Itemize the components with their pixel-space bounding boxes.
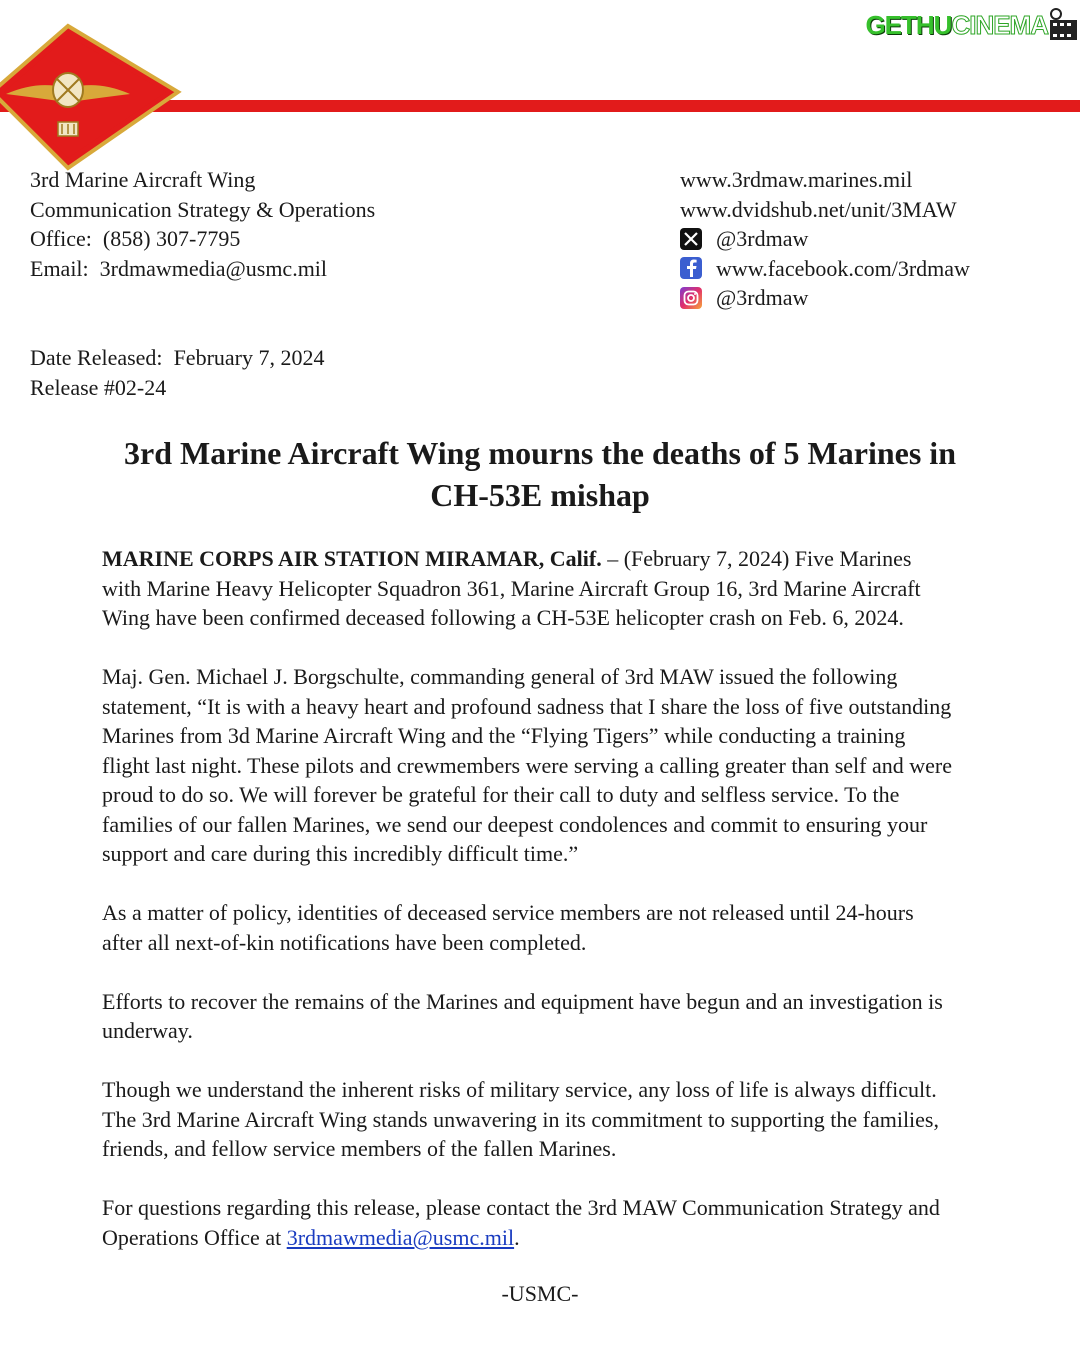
p6-line-2 — [102, 1223, 1042, 1253]
p1-line-2: with Marine Heavy Helicopter Squadron 361, Marine Aircraft Group 16, 3rd Marine Aircraft — [102, 575, 921, 601]
unit-name: 3rd Marine Aircraft Wing — [30, 167, 256, 192]
p4-line: underway. — [102, 1018, 193, 1044]
p6-line-1: For questions regarding this release, please contact the 3rd MAW Communication Strategy and — [102, 1195, 940, 1221]
instagram-handle: @3rdmaw — [716, 285, 809, 310]
watermark-logo — [865, 6, 1078, 44]
paragraph-4 — [102, 987, 1042, 1046]
facebook-logo-icon — [680, 257, 702, 279]
p1-line-3: Wing have been confirmed deceased following a CH-53E helicopter crash on Feb. 6, 2024. — [102, 605, 904, 630]
paragraph-3 — [102, 898, 1042, 957]
p5-line: The 3rd Marine Aircraft Wing stands unwavering in its commitment to supporting the families, — [102, 1106, 939, 1132]
facebook-row — [680, 254, 970, 284]
x-logo-icon — [680, 228, 702, 250]
phone-label: Office: — [30, 226, 92, 251]
paragraph-1 — [102, 544, 1042, 633]
watermark-text-1: GETHU — [865, 9, 952, 40]
date-released — [30, 343, 324, 373]
email-label: Email: — [30, 255, 89, 281]
p2-line: support and care during this incredibly difficult time.” — [102, 841, 579, 867]
closing-mark: -USMC- — [501, 1281, 579, 1306]
headline-line-2: CH-53E mishap — [430, 477, 650, 513]
p2-line: proud to do so. We will forever be grateful for their call to duty and selfless service. To the — [102, 782, 900, 808]
office-email — [30, 254, 375, 284]
watermark-text-2: CINEMA — [951, 9, 1048, 40]
p3-line: As a matter of policy, identities of deceased service members are not released until 24-hours — [102, 900, 914, 926]
p6-suffix: . — [514, 1224, 520, 1250]
x-handle: @3rdmaw — [716, 226, 809, 251]
email-address: 3rdmawmedia@usmc.mil — [99, 255, 328, 281]
p3-line: after all next-of-kin notifications have been completed. — [102, 929, 587, 955]
contact-email-link[interactable]: 3rdmawmedia@usmc.mil — [286, 1224, 515, 1250]
paragraph-6 — [102, 1193, 1042, 1252]
release-date: February 7, 2024 — [173, 345, 325, 370]
website-link: www.3rdmaw.marines.mil — [680, 167, 913, 192]
dateline: MARINE CORPS AIR STATION MIRAMAR, Calif. — [102, 546, 602, 571]
p2-line: families of our fallen Marines, we send our deepest condolences and commit to ensuring your — [102, 811, 928, 837]
release-info — [30, 343, 324, 402]
facebook-url: www.facebook.com/3rdmaw — [716, 255, 970, 281]
date-label: Date Released: — [30, 345, 163, 370]
contact-block — [30, 165, 375, 283]
p5-line: Though we understand the inherent risks of military service, any loss of life is always difficult. — [102, 1077, 937, 1103]
phone-number: (858) 307-7795 — [102, 226, 241, 251]
3rd-maw-insignia-logo — [0, 22, 183, 172]
p6-prefix: Operations Office at — [102, 1224, 287, 1250]
p2-line: Marines from 3d Marine Aircraft Wing and the “Flying Tigers” while conducting a training — [102, 723, 906, 749]
p4-line: Efforts to recover the remains of the Marines and equipment have begun and an investigation is — [102, 988, 943, 1014]
film-reel-icon — [1048, 8, 1078, 42]
instagram-row — [680, 283, 970, 313]
headline-line-1: 3rd Marine Aircraft Wing mourns the deaths of 5 Marines in — [124, 435, 956, 471]
x-row — [680, 224, 970, 254]
paragraph-2 — [102, 662, 1042, 869]
links-block — [680, 165, 970, 313]
release-number: Release #02-24 — [30, 374, 167, 400]
p5-line: friends, and fellow service members of the fallen Marines. — [102, 1136, 617, 1162]
p2-line: statement, “It is with a heavy heart and profound sadness that I share the loss of five outstanding — [102, 693, 952, 719]
p1-line-1: – (February 7, 2024) Five Marines — [601, 546, 912, 571]
p2-line: flight last night. These pilots and crewmembers were serving a calling greater than self and were — [102, 752, 952, 778]
dvids-link: www.dvidshub.net/unit/3MAW — [680, 196, 957, 222]
p2-line: Maj. Gen. Michael J. Borgschulte, commanding general of 3rd MAW issued the following — [102, 664, 898, 690]
press-release-body — [102, 544, 1042, 1282]
office-name: Communication Strategy & Operations — [30, 196, 376, 222]
office-phone — [30, 224, 375, 254]
instagram-logo-icon — [680, 287, 702, 309]
paragraph-5 — [102, 1075, 1042, 1164]
press-release-headline — [60, 432, 1020, 516]
